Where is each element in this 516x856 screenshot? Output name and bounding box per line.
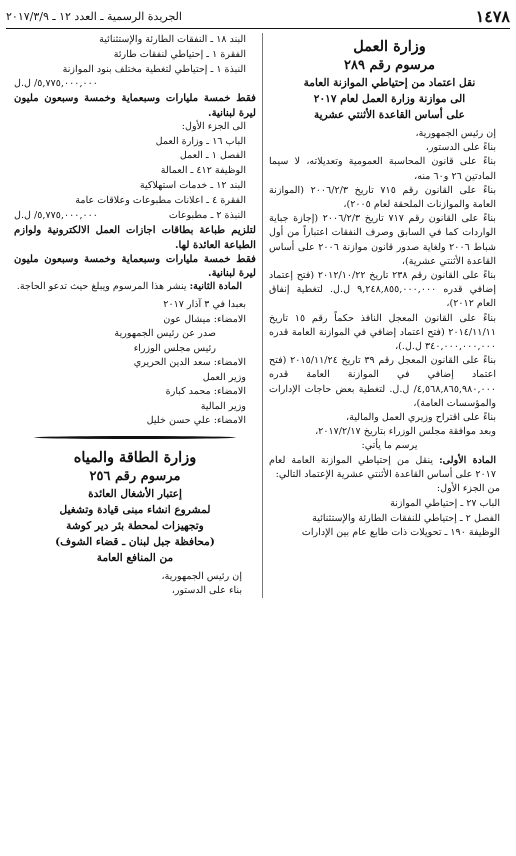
preamble-paragraph: بناءً على القانون رقم ٢٣٨ تاريخ ٢٠١٢/١٠/٢٢ (فتح إعتماد إضافي قدره ٩,٢٤٨,٨٥٥,٠٠٠,٠٠٠ ل.ل. لتغطية إنفاق العام ٢٠١٢)،	[269, 270, 496, 310]
signature-president: الامضاء: ميشال عون	[163, 313, 246, 325]
preamble-paragraph: إن رئيس الجمهورية،	[161, 570, 242, 582]
budget-item: البند ١٨ ـ النفقات الطارئة والإستثنائية	[99, 34, 246, 45]
amount-in-words: فقط خمسة مليارات وسبعماية وخمسة وسبعون مليون ليرة لبنانية.	[14, 92, 256, 119]
ministry-heading: وزارة الطاقة والمياه	[73, 448, 197, 466]
budget-subitem-label: النبذة ٢ ـ مطبوعات	[168, 209, 246, 221]
budget-item: الوظيفة ٤١٢ ـ العمالة	[160, 165, 246, 177]
signature-pm: الامضاء: سعد الدين الحريري	[133, 357, 246, 369]
amount-figure: ٥,٧٧٥,٠٠٠,٠٠٠/ ل.ل	[14, 209, 98, 221]
decree-subject-line: على أساس القاعدة الأثنتي عشرية	[314, 109, 465, 121]
article-one-label: المادة الأولى:	[439, 454, 496, 466]
signature-finance-minister: الامضاء: علي حسن خليل	[146, 415, 246, 427]
finance-minister-title: وزير المالية	[200, 400, 246, 412]
preamble-paragraph: وبعد موافقة مجلس الوزراء بتاريخ ٢٠١٧/٢/١٧،	[315, 426, 496, 438]
budget-item: الى الجزء الأول:	[181, 120, 246, 132]
ministry-heading: وزارة العمل	[353, 38, 426, 55]
date-line: بعبدا في ٣ آذار ٢٠١٧	[163, 299, 246, 311]
article-two-label: المادة الثانية:	[189, 281, 242, 293]
preamble-paragraph: إن رئيس الجمهورية،	[415, 128, 496, 139]
purpose-statement: لتلزيم طباعة بطاقات اجازات العمل الالكترونية ولوازم الطباعة العائدة لها.	[14, 224, 256, 251]
decree-title: مرسوم رقم ٢٥٦	[89, 468, 181, 484]
decree-subject-line: لمشروع انشاء مبنى قيادة وتشغيل	[59, 503, 211, 516]
budget-item: من الجزء الأول:	[436, 483, 500, 495]
preamble-paragraph: بناء على الدستور،	[171, 585, 242, 597]
budget-item: الفقرة ٤ ـ اعلانات مطبوعات وعلاقات عامة	[75, 194, 246, 206]
article-two	[14, 280, 256, 294]
budget-item: الوظيفة ١٩٠ ـ تحويلات ذات طابع عام بين الإدارات	[301, 527, 500, 539]
preamble-paragraph: بناءً على القانون رقم ٧١٧ تاريخ ٢٠٠٦/٢/٣ (إجازة جباية الواردات كما في السابق وصرف النفقات اعتباراً من أول شباط ٢٠٠٦ ولغاية صدور قانون موازنة ٢٠٠٦ على أساس القاعدة الأثنتي عشرية)،	[269, 213, 496, 267]
issued-by: صدر عن رئيس الجمهورية	[114, 328, 216, 340]
decree-subject-line: إعتبار الأشغال العائدة	[88, 487, 182, 500]
pm-title: رئيس مجلس الوزراء	[133, 342, 216, 354]
decree-title: مرسوم رقم ٢٨٩	[344, 58, 435, 73]
page-header	[6, 4, 510, 29]
preamble-paragraph: بناءً على قانون المحاسبة العمومية وتعديلاته، لا سيما المادتين ٢٦ و٦٠ منه،	[269, 156, 496, 182]
preamble-paragraph: بناءً على الدستور،	[425, 142, 496, 154]
preamble-paragraph: بناءً على اقتراح وزيري العمل والمالية،	[346, 412, 496, 424]
section-divider	[34, 432, 236, 444]
labour-minister-title: وزير العمل	[202, 371, 246, 383]
signature-labour-minister: الامضاء: محمد كبارة	[165, 386, 246, 398]
budget-item: النبذة ١ ـ إحتياطي لتغطية مختلف بنود الموازنة	[62, 63, 246, 75]
budget-item: الفصل ١ ـ العمل	[179, 150, 246, 162]
preamble-paragraph: بناءً على القانون رقم ٧١٥ تاريخ ٢٠٠٦/٢/٣ (الموازنة العامة والموازنات الملحقة لعام ٢٠٠٥)،	[269, 184, 496, 211]
decree-formula: يرسم ما يأتي:	[361, 440, 418, 452]
budget-item: البند ١٢ ـ خدمات استهلاكية	[139, 179, 246, 191]
article-two-text: ينشر هذا المرسوم ويبلغ حيث تدعو الحاجة.	[16, 281, 187, 293]
amount-figure: ٥,٧٧٥,٠٠٠,٠٠٠/ ل.ل	[14, 78, 98, 90]
amount-in-words: فقط خمسة مليارات وسبعماية وخمسة وسبعون مليون ليرة لبنانية.	[14, 252, 256, 279]
budget-item: الفصل ٢ ـ إحتياطي للنفقات الطارئة والإستثنائية	[312, 512, 500, 524]
gazette-title: الجريدة الرسمية ـ العدد ١٢ ـ ٢٠١٧/٣/٩	[6, 9, 182, 23]
right-column	[262, 33, 510, 598]
preamble-paragraph: بناءً على القانون المعجل النافذ حكماً رقم ١٥ تاريخ ٢٠١٤/١١/١١ (فتح اعتماد إضافي في الموازنة العامة قدره ٣٤٠,٠٠٠,٠٠٠,٠٠٠ ل.ل.)،	[269, 312, 496, 353]
columns	[6, 33, 510, 598]
left-column	[14, 33, 262, 598]
decree-subject-line: (محافظة جبل لبنان ـ قضاء الشوف)	[55, 535, 215, 548]
budget-item: الباب ٢٧ ـ إحتياطي الموازنة	[390, 497, 500, 509]
budget-subitem-with-amount	[14, 209, 256, 224]
budget-item: الفقرة ١ ـ إحتياطي لنفقات طارئة	[113, 48, 246, 60]
decree-subject-line: نقل اعتماد من إحتياطي الموازنة العامة	[303, 77, 476, 89]
article-one	[269, 454, 510, 482]
decree-subject-line: الى موازنة وزارة العمل لعام ٢٠١٧	[313, 93, 466, 105]
budget-item: الباب ١٦ ـ وزارة العمل	[155, 135, 246, 147]
article-one-text: ينقل من إحتياطي الموازنة العامة لعام ٢٠١٧ على أساس القاعدة الأثنتي عشرية الإعتماد التالي:	[269, 454, 496, 480]
page-number: ١٤٧٨	[475, 6, 510, 26]
preamble-paragraph: بناءً على القانون المعجل رقم ٣٩ تاريخ ٢٠١٥/١١/٢٤ (فتح اعتماد إضافي في الموازنة العامة قدره ٤,٥٦٨,٨٦٥,٩٨٠,٠٠٠/ ل.ل. لتغطية بعض حاجات الإدارات والمؤسسات العامة)،	[269, 355, 496, 409]
decree-subject-line: وتجهيزات لمحطة بئر دير كوشة	[66, 519, 204, 532]
decree-subject-line: من المنافع العامة	[96, 551, 174, 564]
